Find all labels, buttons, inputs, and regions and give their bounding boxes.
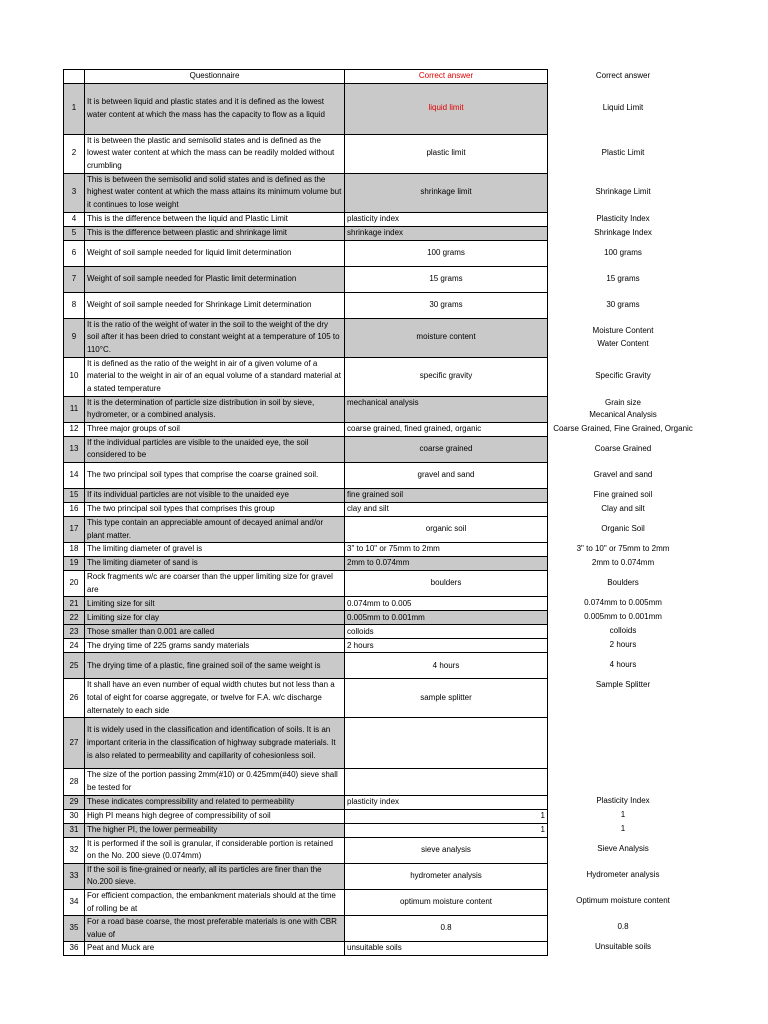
answer-key-cell: Specific Gravity [595,371,651,381]
question-text: The limiting diameter of sand is [85,557,345,571]
answer-key-cell [549,768,698,794]
answer-key-cell: Optimum moisture content [576,895,670,905]
answer-key-cell [549,717,698,768]
question-row [64,173,548,212]
question-row [64,942,548,956]
question-row [64,639,548,653]
answer-key-row [549,678,698,717]
answer-cell: 0.005mm to 0.001mm [345,611,548,625]
question-text: Three major groups of soil [85,422,345,436]
question-text: The two principal soil types that comprises this group [85,502,345,516]
question-row [64,266,548,292]
answer-key-body [549,83,698,954]
question-number: 7 [64,266,85,292]
question-row [64,543,548,557]
question-number: 21 [64,597,85,611]
question-number: 19 [64,557,85,571]
question-row [64,557,548,571]
answer-cell: 2mm to 0.074mm [345,557,548,571]
answer-cell [345,769,548,795]
question-row [64,611,548,625]
answer-key-cell: Organic Soil [601,523,645,533]
answer-key-row [549,794,698,808]
question-number: 5 [64,226,85,240]
question-row [64,240,548,266]
answer-key-row [549,266,698,292]
answer-key-cell: 2 hours [609,639,637,649]
answer-cell: optimum moisture content [345,889,548,915]
answer-key-row [549,652,698,678]
question-text: This is between the semisolid and solid states and is defined as the highest water content at which the mass attains its minimum volume but it continues to lose weight [85,173,345,212]
question-row [64,769,548,795]
answer-key-row [549,83,698,134]
question-text: It is between liquid and plastic states and it is defined as the lowest water content at which the mass has the capacity to flow as a liquid [85,83,345,134]
question-number: 10 [64,357,85,396]
answer-cell: 4 hours [345,653,548,679]
answer-key-row [549,914,698,940]
question-row [64,679,548,718]
question-text: If its individual particles are not visible to the unaided eye [85,488,345,502]
answer-cell: mechanical analysis [345,396,548,422]
answer-cell: 15 grams [345,266,548,292]
answer-cell: sample splitter [345,679,548,718]
question-number: 11 [64,396,85,422]
question-number: 8 [64,292,85,318]
answer-cell: 3" to 10" or 75mm to 2mm [345,543,548,557]
question-text: The size of the portion passing 2mm(#10) or 0.425mm(#40) sieve shall be tested for [85,769,345,795]
question-text: Weight of soil sample needed for liquid limit determination [85,240,345,266]
question-text: It is the ratio of the weight of water in the soil to the weight of the dry soil after it has been dried to constant weight at a temperature of 105 to 110°C. [85,318,345,357]
question-number: 30 [64,809,85,823]
answer-key-row [549,836,698,862]
answer-key-row [549,556,698,570]
question-row [64,653,548,679]
question-number: 17 [64,516,85,542]
question-number: 27 [64,718,85,769]
question-row [64,502,548,516]
answer-key-cell: colloids [609,625,637,635]
question-row [64,212,548,226]
answer-key-cell: Coarse Grained, Fine Grained, Organic [553,423,693,433]
answer-key-cell: 0.074mm to 0.005mm [584,597,662,607]
answer-key-row [549,240,698,266]
question-text: It is between the plastic and semisolid states and is defined as the lowest water content at which the mass can be readily molded without crumbling [85,134,345,173]
answer-cell: clay and silt [345,502,548,516]
question-text: This is the difference between the liquid and Plastic Limit [85,212,345,226]
answer-cell: plasticity index [345,795,548,809]
question-number: 13 [64,436,85,462]
answer-cell: shrinkage index [345,226,548,240]
question-text: The higher PI, the lower permeability [85,823,345,837]
answer-cell: colloids [345,625,548,639]
answer-key-header: Correct answer [595,71,651,80]
answer-cell: liquid limit [345,83,548,134]
question-row [64,436,548,462]
question-row [64,292,548,318]
question-number: 16 [64,502,85,516]
answer-key-cell: 1 [620,823,626,833]
answer-key-cell: 30 grams [606,299,640,309]
number-header [64,70,85,84]
question-row [64,488,548,502]
answer-key-row [549,436,698,462]
answer-key-cell: Fine grained soil [593,489,653,499]
answer-key-cell: Plasticity Index [596,795,650,805]
question-text: Rock fragments w/c are coarser than the upper limiting size for gravel are [85,571,345,597]
answer-key-cell: Boulders [607,577,639,587]
answer-key-row [549,638,698,652]
question-row [64,718,548,769]
question-number: 3 [64,173,85,212]
answer-key-row [549,488,698,502]
question-row [64,597,548,611]
question-number: 24 [64,639,85,653]
answer-key-cell: Sample Splitter [595,679,651,689]
question-text: High PI means high degree of compressibility of soil [85,809,345,823]
answer-key-row [549,570,698,596]
answer-key-row [549,318,698,357]
question-number: 32 [64,837,85,863]
answer-cell: 1 [345,823,548,837]
answer-key-cell: Coarse Grained [594,443,652,453]
answer-cell: 30 grams [345,292,548,318]
question-number: 29 [64,795,85,809]
answer-key-row [549,173,698,212]
answer-key-header-row [549,70,698,84]
question-text: For a road base coarse, the most preferable materials is one with CBR value of [85,916,345,942]
question-text: Peat and Muck are [85,942,345,956]
answer-key-row [549,808,698,822]
question-number: 33 [64,863,85,889]
question-text: This type contain an appreciable amount of decayed animal and/or plant matter. [85,516,345,542]
question-row [64,462,548,488]
answer-cell: coarse grained, fined grained, organic [345,422,548,436]
question-number: 28 [64,769,85,795]
question-text: For efficient compaction, the embankment materials should at the time of rolling be at [85,889,345,915]
question-text: The drying time of a plastic, fine grained soil of the same weight is [85,653,345,679]
answer-cell: 0.8 [345,916,548,942]
answer-key-cell: Hydrometer analysis [586,869,660,879]
answer-key-row [549,768,698,794]
answer-key-cell: Plasticity Index [596,213,650,223]
question-text: It shall have an even number of equal width chutes but not less than a total of eight for coarse aggregate, or twelve for F.A. w/c discharge alternately to each side [85,679,345,718]
answer-key-column [548,69,698,955]
question-text: Limiting size for silt [85,597,345,611]
answer-key-row [549,542,698,556]
question-text: The drying time of 225 grams sandy materials [85,639,345,653]
answer-cell: hydrometer analysis [345,863,548,889]
question-number: 20 [64,571,85,597]
answer-cell: 0.074mm to 0.005 [345,597,548,611]
answer-key-row [549,422,698,436]
question-number: 6 [64,240,85,266]
answer-key-cell: 15 grams [606,273,640,283]
answer-key-row [549,596,698,610]
answer-cell: moisture content [345,318,548,357]
answer-key-cell: Grain size Mecanical Analysis [589,397,657,420]
question-row [64,396,548,422]
correct-answer-header: Correct answer [345,70,548,84]
question-number: 22 [64,611,85,625]
question-number: 14 [64,462,85,488]
question-text: The limiting diameter of gravel is [85,543,345,557]
answer-key-cell: Liquid Limit [602,103,644,113]
answer-key-row [549,357,698,396]
answer-key-row [549,610,698,624]
question-row [64,571,548,597]
answer-cell: 100 grams [345,240,548,266]
answer-cell: 2 hours [345,639,548,653]
questionnaire-table [63,69,548,956]
answer-key-cell: Shrinkage Index [594,227,652,237]
question-row [64,889,548,915]
question-row [64,516,548,542]
answer-key-cell: 100 grams [604,247,642,257]
question-row [64,134,548,173]
answer-key-row [549,717,698,768]
question-text: Weight of soil sample needed for Shrinkage Limit determination [85,292,345,318]
answer-key-row [549,212,698,226]
question-number: 31 [64,823,85,837]
question-text: These indicates compressibility and related to permeability [85,795,345,809]
question-row [64,83,548,134]
question-text: Those smaller than 0.001 are called [85,625,345,639]
answer-key-cell: 3" to 10" or 75mm to 2mm [576,543,670,553]
question-row [64,318,548,357]
answer-key-row [549,292,698,318]
question-row [64,823,548,837]
question-row [64,863,548,889]
answer-key-row [549,134,698,173]
question-number: 12 [64,422,85,436]
question-text: If the soil is fine-grained or nearly, all its particles are finer than the No.200 sieve. [85,863,345,889]
answer-cell: plasticity index [345,212,548,226]
question-number: 36 [64,942,85,956]
answer-cell: shrinkage limit [345,173,548,212]
answer-key-cell: 0.005mm to 0.001mm [584,611,662,621]
answer-key-cell: Shrinkage Limit [595,187,651,197]
question-text: This is the difference between plastic and shrinkage limit [85,226,345,240]
question-number: 25 [64,653,85,679]
question-row [64,422,548,436]
answer-cell: specific gravity [345,357,548,396]
answer-key-cell: 4 hours [609,659,637,669]
question-row [64,837,548,863]
answer-key-row [549,396,698,422]
answer-key-cell: Clay and silt [601,503,645,513]
answer-cell: plastic limit [345,134,548,173]
answer-key-row [549,516,698,542]
answer-key-cell: Moisture Content Water Content [592,326,654,348]
questionnaire-header: Questionnaire [85,70,345,84]
question-text: Limiting size for clay [85,611,345,625]
answer-key-row [549,462,698,488]
question-text: It is widely used in the classification and identification of soils. It is an important criteria in the classification of highway subgrade materials. It is also related to permeability and capillarity of cohesionless soil. [85,718,345,769]
answer-key-row [549,502,698,516]
question-row [64,795,548,809]
answer-key-row [549,226,698,240]
answer-key-row [549,822,698,836]
questionnaire-body [64,83,548,956]
answer-key-row [549,940,698,954]
answer-key-row [549,862,698,888]
question-row [64,357,548,396]
question-text: Weight of soil sample needed for Plastic limit determination [85,266,345,292]
question-row [64,916,548,942]
answer-cell: coarse grained [345,436,548,462]
question-text: If the individual particles are visible to the unaided eye, the soil considered to be [85,436,345,462]
question-number: 2 [64,134,85,173]
answer-key-cell: Unsuitable soils [594,941,652,951]
question-text: It is defined as the ratio of the weight in air of a given volume of a material to the weight in air of an equal volume of a standard material at a stated temperature [85,357,345,396]
header-row [64,70,548,84]
answer-key-row [549,888,698,914]
question-number: 34 [64,889,85,915]
question-row [64,226,548,240]
question-text: It is performed if the soil is granular, if considerable portion is retained on the No. 200 sieve (0.074mm) [85,837,345,863]
question-text: It is the determination of particle size distribution in soil by sieve, hydrometer, or a combined analysis. [85,396,345,422]
answer-cell: gravel and sand [345,462,548,488]
answer-key-cell: Sieve Analysis [597,843,649,853]
answer-cell: unsuitable soils [345,942,548,956]
answer-cell: fine grained soil [345,488,548,502]
answer-cell: 1 [345,809,548,823]
question-number: 35 [64,916,85,942]
answer-cell: boulders [345,571,548,597]
answer-cell: organic soil [345,516,548,542]
question-number: 18 [64,543,85,557]
answer-key-cell: 0.8 [617,921,629,931]
answer-key-row [549,624,698,638]
question-number: 1 [64,83,85,134]
answer-key-cell: 2mm to 0.074mm [591,557,655,567]
answer-key-cell: Plastic Limit [601,148,645,158]
question-number: 23 [64,625,85,639]
answer-key-cell: 1 [620,809,626,819]
question-row [64,809,548,823]
question-number: 9 [64,318,85,357]
question-row [64,625,548,639]
answer-key-cell: Gravel and sand [593,469,653,479]
answer-cell [345,718,548,769]
question-number: 26 [64,679,85,718]
answer-cell: sieve analysis [345,837,548,863]
question-number: 15 [64,488,85,502]
question-number: 4 [64,212,85,226]
question-text: The two principal soil types that comprise the coarse grained soil. [85,462,345,488]
